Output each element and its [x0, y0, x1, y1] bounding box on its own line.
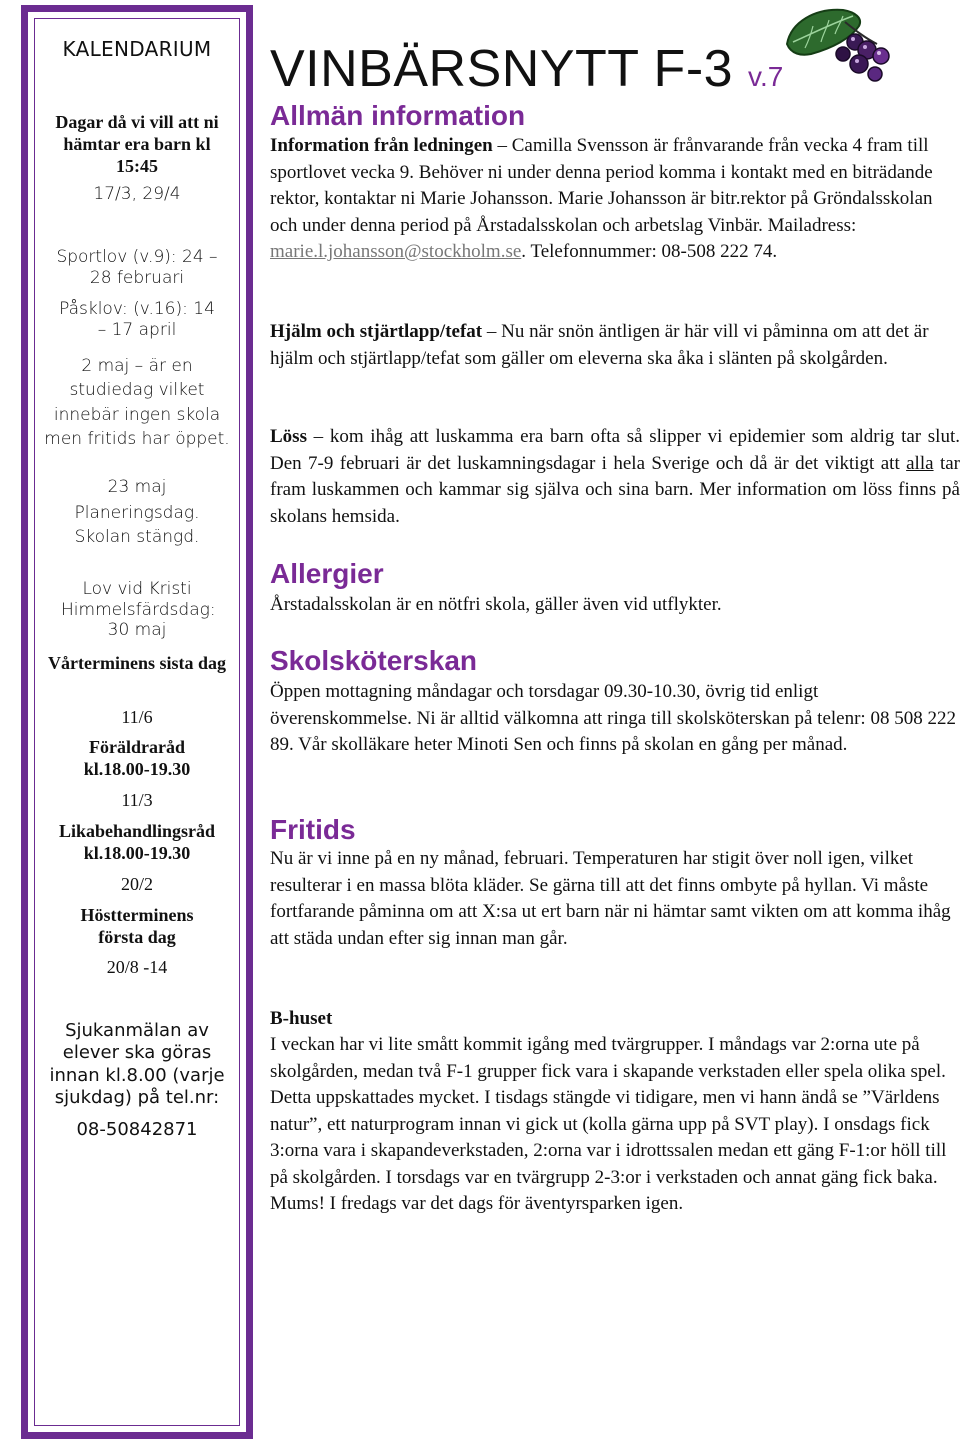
text-loss-underline: alla [906, 452, 934, 474]
heading-fritids: Fritids [270, 814, 356, 845]
paragraph-hjalm [270, 319, 960, 372]
heading-bhuset: B-huset [270, 1008, 333, 1029]
newsletter-title [270, 40, 783, 106]
foraldrarad-date: 11/3 [121, 790, 153, 810]
paragraph-allergier: Årstadalsskolan är en nötfri skola, gäller även vid utflykter. [270, 594, 722, 615]
paragraph-skolskoterskan: Öppen mottagning måndagar och torsdagar 09.30-10.30, övrig tid enligt överenskommelse. Ni är alltid välkomna att ringa till skolsköterskan på telenr: 08 508 222 89. Vår skolläkare heter Minoti Sen och finns på skolan en gång per månad. [270, 681, 956, 755]
planering-text: Planeringsdag. Skolan stängd. [74, 503, 200, 548]
pasklov: Påsklov: (v.16): 14 – 17 april [59, 299, 215, 340]
calendar-sidebar [21, 5, 253, 1439]
host-first-label: Höstterminens första dag [80, 905, 194, 947]
pickup-heading: Dagar då vi vill att ni hämtar era barn kl 15:45 [55, 112, 219, 176]
sick-report-phone: 08-50842871 [76, 1119, 198, 1140]
sportlov: Sportlov (v.9): 24 – 28 februari [56, 247, 218, 288]
blackcurrant-berries-icon [781, 4, 899, 88]
host-first-date: 20/8 -14 [106, 957, 168, 977]
text-hjalm: – Nu när snön äntligen är här vill vi påminna om att det är hjälm och stjärtlapp/tefat som gäller om eleverna ska åka i slänten på skolgården. [270, 321, 929, 369]
sick-report-text: Sjukanmälan av elever ska göras innan kl.8.00 (varje sjukdag) på tel.nr: [49, 1020, 225, 1108]
var-last-date: 11/6 [121, 707, 153, 727]
calendar-title: KALENDARIUM [62, 37, 212, 61]
foraldrarad-label: Föräldraråd kl.18.00-19.30 [83, 737, 191, 779]
paragraph-ledningen [270, 133, 960, 266]
text-ledningen: – Camilla Svensson är frånvarande från vecka 4 fram till sportlovet vecka 9. Behöver ni under denna period komma i kontakt med en biträdande rektor, kontaktar ni Marie Johansson. Marie Johansson är bitr.rektor på Gröndalsskolan och under denna period på Årstadalsskolan och arbetslag Vinbär. Mailadress: [270, 135, 933, 236]
heading-skolskoterskan: Skolsköterskan [270, 645, 477, 676]
lead-hjalm: Hjälm och stjärtlapp/tefat [270, 321, 483, 342]
text-ledningen-tail: . Telefonnummer: 08-508 222 74. [521, 241, 778, 262]
paragraph-fritids: Nu är vi inne på en ny månad, februari. Temperaturen har stigit över noll igen, vilket resulterar i en massa blöta kläder. Se gärna till att det finns ombyte på hyllan. Vi måste fortfarande påminna om att X:sa ut ert barn när ni hämtar samt vikten om att komma ihåg att städa undan efter sig innan man går. [270, 848, 951, 949]
paragraph-bhuset: I veckan har vi lite smått kommit igång med tvärgrupper. I måndags var 2:orna ute på skolgården, medan två F-1 grupper fick vara i skapande verkstaden eller spela olika spel. Detta uppskattades mycket. I tisdags stängde vi tidigare, men vi hann ändå se ”Världens natur”, ett naturprogram innan vi gick ut (kolla gärna upp på SVT play). I onsdags fick 3:orna vara i skapandeverkstaden, 2:orna var i idrottssalen medan ett gäng F-1:or höll till på skolgården. I torsdags var en tvärgrupp 2-3:or i verkstaden och annat gäng fick baka. Mums! I fredags var det dags för äventyrsparken igen. [270, 1034, 947, 1214]
studiedag: 2 maj – är en studiedag vilket innebär ingen skola men fritids har öppet. [44, 356, 230, 450]
email-link[interactable]: marie.l.johansson@stockholm.se [270, 241, 522, 262]
lead-ledningen: Information från ledningen [270, 135, 493, 156]
pickup-dates: 17/3, 29/4 [93, 184, 181, 204]
likabehandling-label: Likabehandlingsråd kl.18.00-19.30 [58, 821, 216, 863]
text-loss-a: – kom ihåg att luskamma era barn ofta så slipper vi epidemier som aldrig tar slut. Den 7-9 februari är det luskamningsdagar i hela Sverige och då är det viktigt att [270, 426, 960, 474]
var-last-label: Vårterminens sista dag [48, 653, 226, 673]
calendar-sidebar-inner [34, 18, 240, 1426]
paragraph-loss [270, 424, 960, 530]
issue-version: v.7 [748, 61, 784, 92]
heading-allergier: Allergier [270, 558, 384, 589]
title-text: VINBÄRSNYTT F-3 [270, 40, 734, 98]
text-loss-b: tar fram luskammen och kammar sig själva och sina barn. Mer information om löss finns på skolans hemsida. [270, 452, 960, 527]
planering-date: 23 maj [107, 477, 167, 497]
heading-allman-information: Allmän information [270, 100, 526, 131]
lead-loss: Löss [270, 426, 307, 447]
kristi-himmelsfard: Lov vid Kristi Himmelsfärdsdag: 30 maj [61, 579, 216, 641]
likabehandling-date: 20/2 [120, 874, 153, 894]
